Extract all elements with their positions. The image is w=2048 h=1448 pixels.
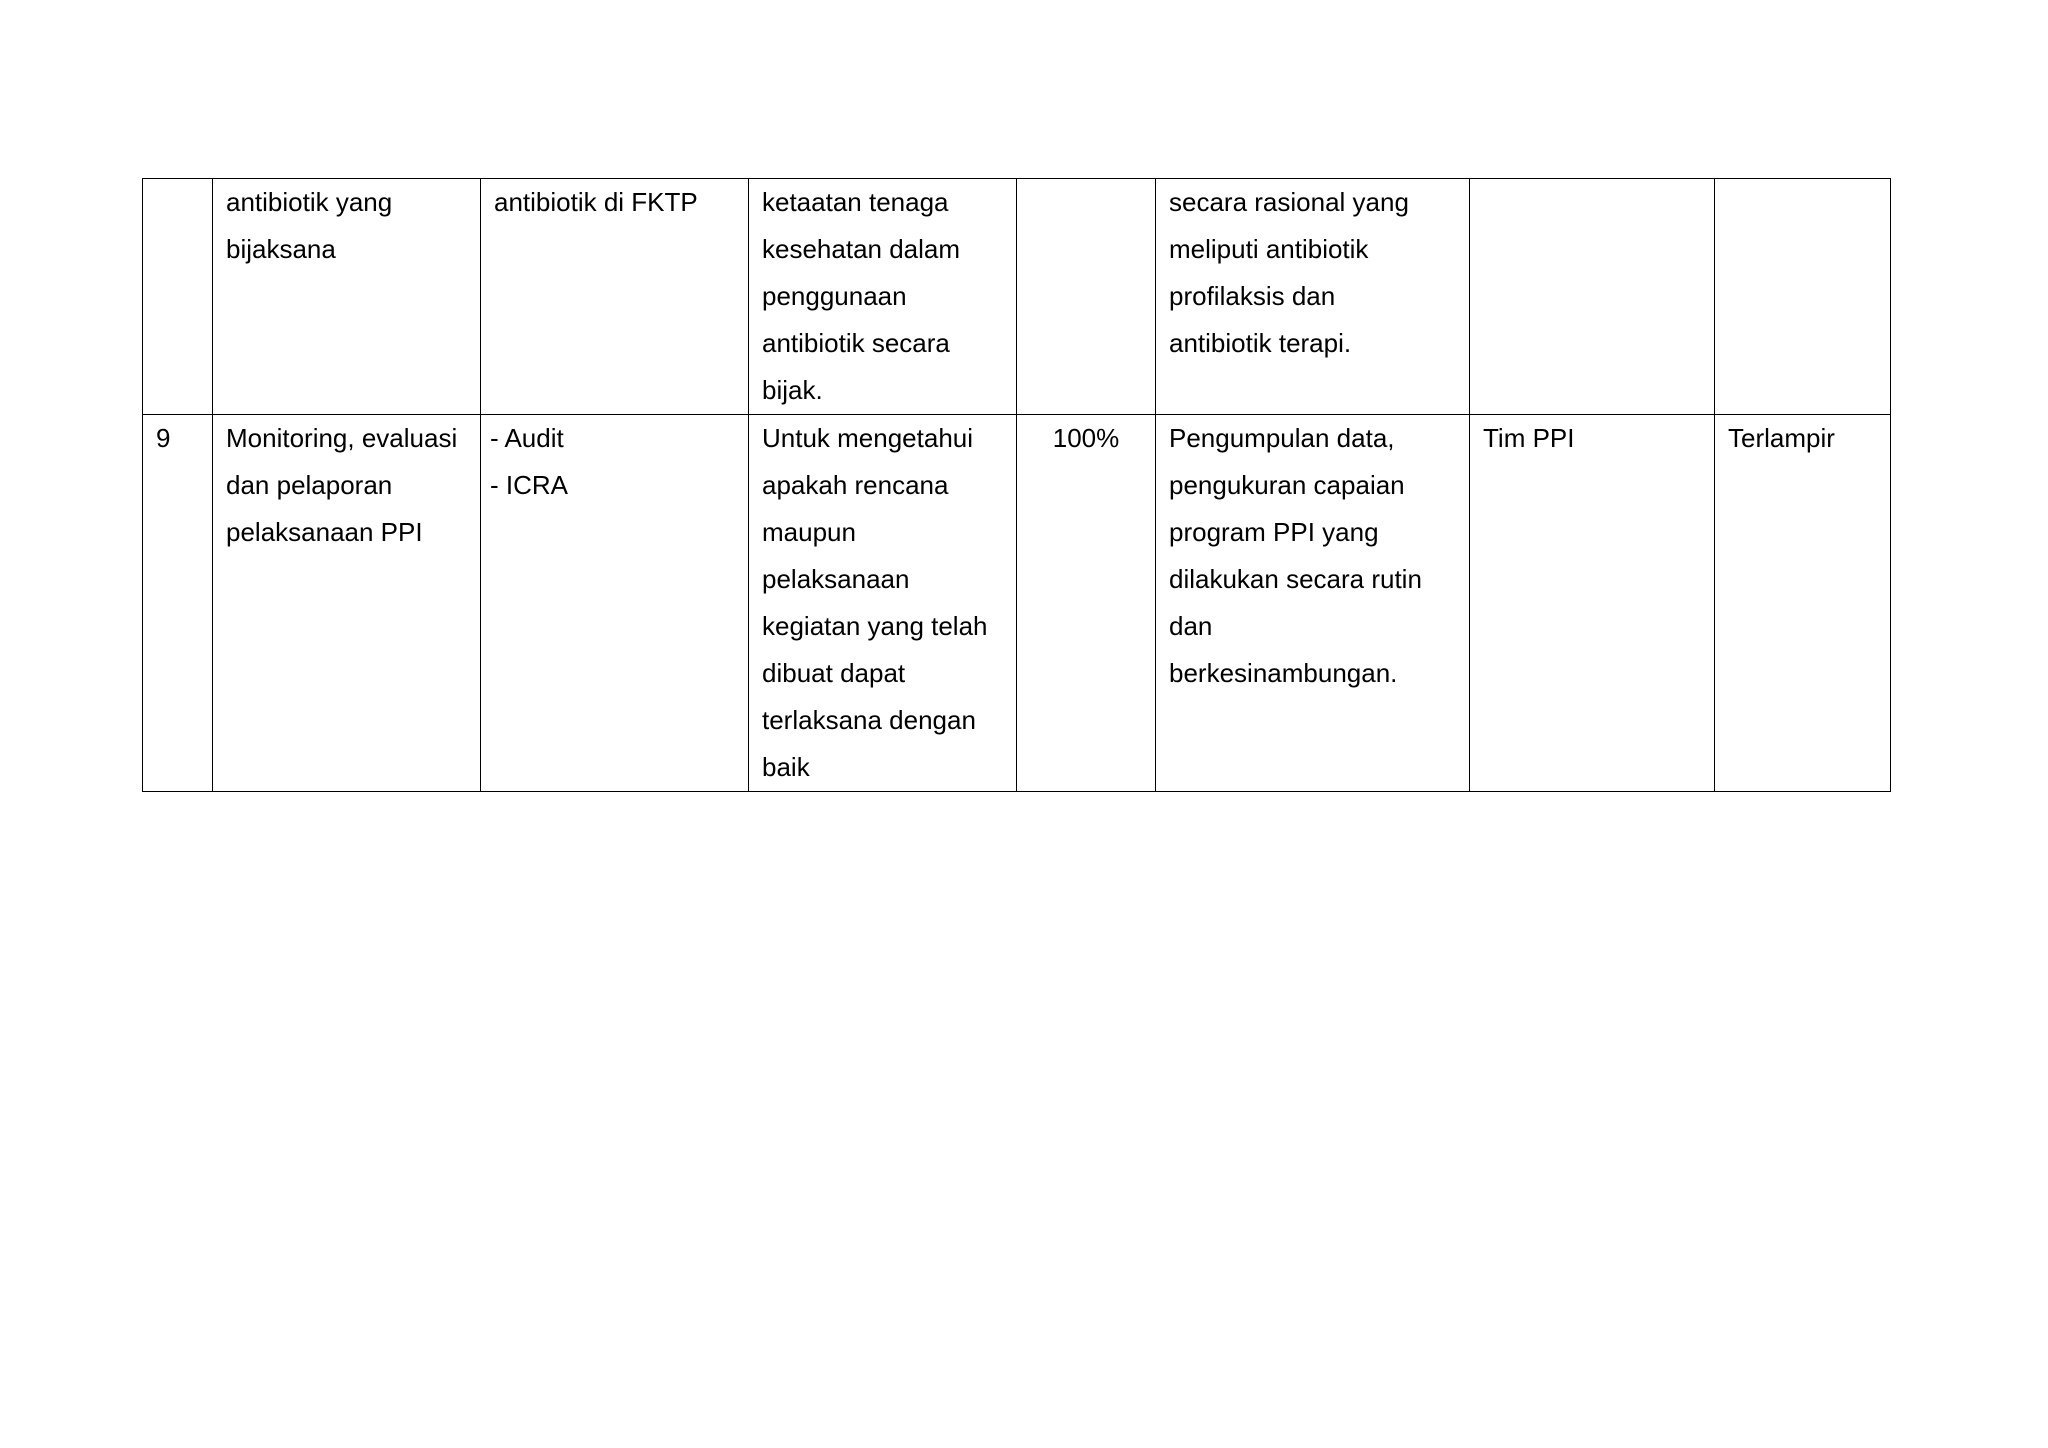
cell-text: terlaksana dengan <box>762 705 976 735</box>
cell-text: maupun <box>762 517 856 547</box>
cell-text: Tim PPI <box>1483 423 1575 453</box>
cell-bukti <box>1715 415 1891 792</box>
cell-kegiatan <box>213 415 481 792</box>
cell-no <box>143 415 213 792</box>
cell-text: apakah rencana <box>762 470 949 500</box>
cell-text: dibuat dapat <box>762 658 906 688</box>
cell-text: antibiotik secara <box>762 328 950 358</box>
cell-text: Monitoring, evaluasi <box>226 423 458 453</box>
cell-indikator <box>481 179 749 415</box>
cell-text: - Audit <box>490 423 564 453</box>
cell-text: berkesinambungan. <box>1169 658 1398 688</box>
cell-tujuan <box>749 179 1017 415</box>
cell-text: antibiotik terapi. <box>1169 328 1352 358</box>
cell-no <box>143 179 213 415</box>
cell-target <box>1017 415 1156 792</box>
cell-text: dan <box>1169 611 1213 641</box>
cell-text: program PPI yang <box>1169 517 1379 547</box>
program-table <box>142 178 1891 792</box>
cell-text: pelaksanaan PPI <box>226 517 423 547</box>
cell-bukti <box>1715 179 1891 415</box>
cell-text: pelaksanaan <box>762 564 910 594</box>
table-row <box>143 179 1891 415</box>
cell-text: kegiatan yang telah <box>762 611 988 641</box>
cell-text: Terlampir <box>1728 423 1835 453</box>
cell-text: baik <box>762 752 810 782</box>
cell-text: meliputi antibiotik <box>1169 234 1369 264</box>
cell-tujuan <box>749 415 1017 792</box>
cell-text: dilakukan secara rutin <box>1169 564 1422 594</box>
cell-text: dan pelaporan <box>226 470 393 500</box>
cell-text: 100% <box>1052 423 1120 453</box>
cell-text: bijak. <box>762 375 823 405</box>
cell-kegiatan <box>213 179 481 415</box>
cell-text: pengukuran capaian <box>1169 470 1405 500</box>
cell-text: Untuk mengetahui <box>762 423 974 453</box>
cell-text: 9 <box>156 423 171 453</box>
cell-text: penggunaan <box>762 281 907 311</box>
cell-text: Pengumpulan data, <box>1169 423 1395 453</box>
cell-text: - ICRA <box>490 470 568 500</box>
cell-pj <box>1470 415 1715 792</box>
cell-text: profilaksis dan <box>1169 281 1336 311</box>
cell-text: secara rasional yang <box>1169 187 1409 217</box>
cell-text: ketaatan tenaga <box>762 187 949 217</box>
cell-text: antibiotik di FKTP <box>494 187 698 217</box>
cell-text: antibiotik yang <box>226 187 393 217</box>
cell-pj <box>1470 179 1715 415</box>
cell-text: bijaksana <box>226 234 336 264</box>
cell-target <box>1017 179 1156 415</box>
cell-indikator <box>481 415 749 792</box>
cell-keterangan <box>1156 179 1470 415</box>
table-row <box>143 415 1891 792</box>
cell-keterangan <box>1156 415 1470 792</box>
cell-text: kesehatan dalam <box>762 234 961 264</box>
